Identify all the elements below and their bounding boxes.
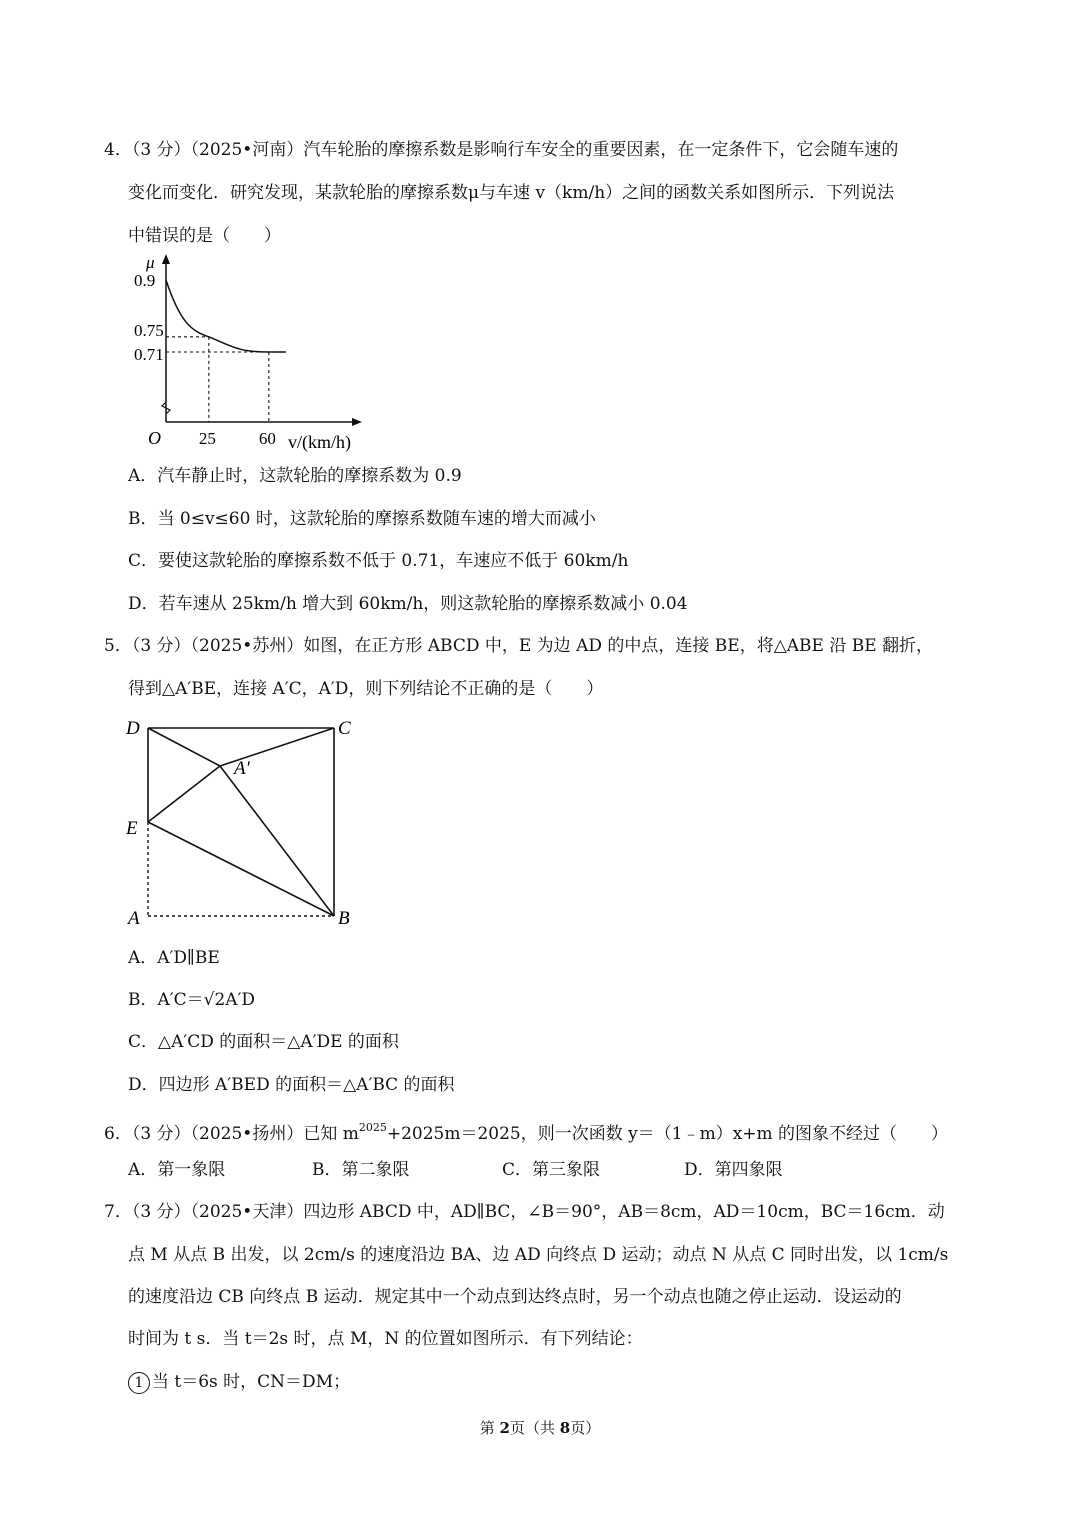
segment-ApD xyxy=(148,728,220,766)
q5-option-c: C．△A′CD 的面积＝△A′DE 的面积 xyxy=(128,1032,399,1052)
q6-option-b: B．第二象限 xyxy=(312,1160,410,1180)
q5-option-b xyxy=(128,988,255,1012)
q6-option-c: C．第三象限 xyxy=(502,1160,601,1180)
x-axis-label: v/(km/h) xyxy=(288,432,351,452)
segment-EB xyxy=(148,822,334,916)
label-B: B xyxy=(338,908,350,929)
q7-line-3: 的速度沿边 CB 向终点 B 运动．规定其中一个动点到达终点时，另一个动点也随之停止运动．设运动的 xyxy=(128,1287,902,1307)
q6-suffix: +2025m＝2025，则一次函数 y＝（1﹣m）x+m 的图象不经过（ ） xyxy=(386,1124,949,1144)
q7-item-1 xyxy=(128,1370,350,1394)
q6-line xyxy=(104,1116,948,1146)
footer-total-pages: 8 xyxy=(559,1419,571,1437)
footer-page-number: 2 xyxy=(499,1419,510,1437)
q4-option-b: B．当 0≤v≤60 时，这款轮胎的摩擦系数随车速的增大而减小 xyxy=(128,509,596,529)
segment-ApB xyxy=(220,766,334,916)
x-axis-arrow xyxy=(352,418,362,426)
label-D: D xyxy=(126,718,140,739)
segment-EAp xyxy=(148,766,220,822)
q4-option-a: A．汽车静止时，这款轮胎的摩擦系数为 0.9 xyxy=(128,466,462,486)
q4-line-1: 4．（3 分）（2025•河南）汽车轮胎的摩擦系数是影响行车安全的重要因素，在一定条件下，它会随车速的 xyxy=(104,140,899,160)
y-axis-label: μ xyxy=(146,253,155,272)
footer-p3: 页） xyxy=(570,1419,601,1437)
q7-item-1-text: 当 t＝6s 时，CN＝DM； xyxy=(152,1372,351,1392)
q5-option-a: A．A′D∥BE xyxy=(128,948,220,968)
friction-curve xyxy=(166,280,286,352)
q5-line-2: 得到△A′BE，连接 A′C，A′D，则下列结论不正确的是（ ） xyxy=(128,679,604,699)
q4-line-2: 变化而变化．研究发现，某款轮胎的摩擦系数μ与车速 v（km/h）之间的函数关系如图所示．下列说法 xyxy=(128,183,895,203)
label-E: E xyxy=(126,818,138,839)
x-tick-label: 25 xyxy=(198,429,216,448)
label-Ap: A′ xyxy=(234,758,250,779)
q5-option-b-suffix: A′D xyxy=(225,990,256,1010)
q5-option-d: D．四边形 A′BED 的面积＝△A′BC 的面积 xyxy=(128,1075,455,1095)
label-A: A xyxy=(128,908,140,929)
y-axis-arrow xyxy=(162,254,170,264)
origin-label: O xyxy=(148,428,161,448)
footer-p1: 第 xyxy=(479,1419,500,1437)
y-tick-label: 0.71 xyxy=(134,345,164,364)
q6-option-d: D．第四象限 xyxy=(684,1160,783,1180)
sqrt-two: √2 xyxy=(203,990,226,1010)
label-C: C xyxy=(338,718,351,739)
y-tick-label: 0.75 xyxy=(134,320,164,340)
q5-square-figure xyxy=(122,712,372,932)
q6-option-a: A．第一象限 xyxy=(128,1160,226,1180)
q7-line-4: 时间为 t s．当 t＝2s 时，点 M，N 的位置如图所示．有下列结论： xyxy=(128,1329,643,1349)
q6-prefix: 6．（3 分）（2025•扬州）已知 m xyxy=(104,1124,359,1144)
footer-p2: 页（共 xyxy=(509,1419,560,1437)
q7-line-2: 点 M 从点 B 出发，以 2cm/s 的速度沿边 BA、边 AD 向终点 D 运动；动点 N 从点 C 同时出发，以 1cm/s xyxy=(128,1245,949,1265)
q4-friction-chart xyxy=(130,252,370,452)
q4-option-c: C．要使这款轮胎的摩擦系数不低于 0.71，车速应不低于 60km/h xyxy=(128,551,629,571)
q5-option-b-prefix: B．A′C＝ xyxy=(128,990,204,1010)
page-footer xyxy=(0,1416,1080,1440)
q4-option-d: D．若车速从 25km/h 增大到 60km/h，则这款轮胎的摩擦系数减小 0.04 xyxy=(128,594,688,614)
q5-line-1: 5．（3 分）（2025•苏州）如图，在正方形 ABCD 中，E 为边 AD 的中点，连接 BE，将△ABE 沿 BE 翻折， xyxy=(104,636,934,656)
q6-exponent: 2025 xyxy=(358,1121,387,1134)
q4-line-3: 中错误的是（ ） xyxy=(128,226,281,246)
y-tick-label: 0.9 xyxy=(134,271,156,290)
x-tick-label: 60 xyxy=(258,429,276,448)
q7-line-1: 7．（3 分）（2025•天津）四边形 ABCD 中，AD∥BC，∠B＝90°，AB＝8cm，AD＝10cm，BC＝16cm．动 xyxy=(104,1202,945,1222)
circled-number-1: 1 xyxy=(128,1372,150,1394)
